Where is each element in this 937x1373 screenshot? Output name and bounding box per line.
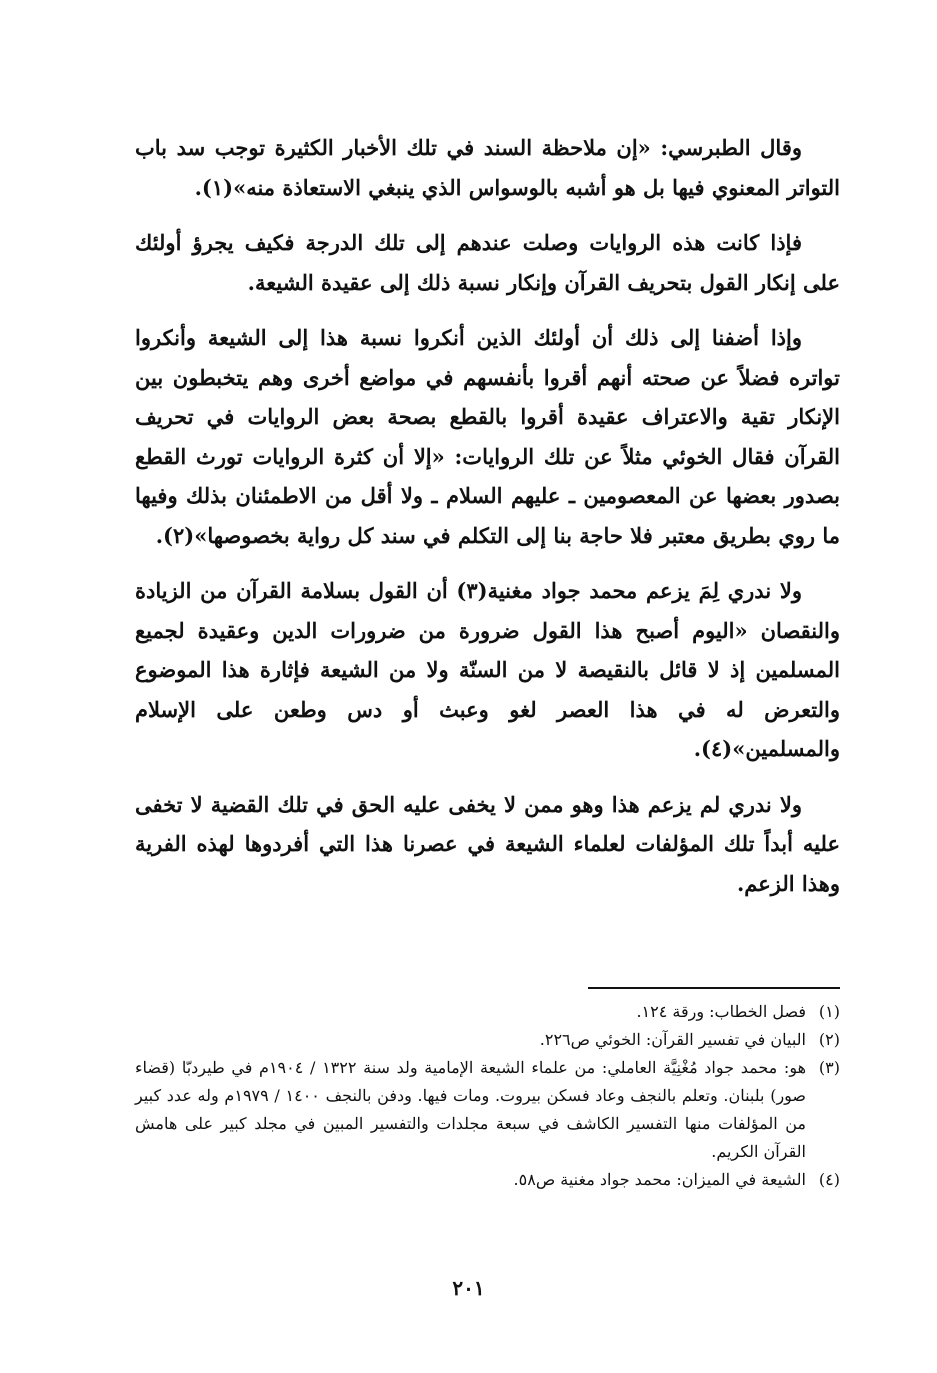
footnote-number: (٣)	[818, 1058, 840, 1077]
footnote-text: هو: محمد جواد مُغْنِيَّة العاملي: من علماء الشيعة الإمامية ولد سنة ١٣٢٢ / ١٩٠٤م في طيردبّا (قضاء صور) بلبنان. وتعلم بالنجف وعاد فسكن بيروت. ومات فيها. ودفن بالنجف ١٤٠٠ / ١٩٧٩م وله عدد كبير من المؤلفات منها التفسير الكاشف في سبعة مجلدات والتفسير المبين في مجلد كبير على هامش القرآن الكريم.	[135, 1058, 807, 1161]
footnotes	[135, 998, 840, 1194]
footnote-1	[135, 998, 840, 1026]
paragraph-3: وإذا أضفنا إلى ذلك أن أولئك الذين أنكروا نسبة هذا إلى الشيعة وأنكروا تواتره فضلاً عن صحته أنهم أقروا بأنفسهم في مواضع أخرى وهم يتخبطون بين الإنكار تقية والاعتراف عقيدة أقروا بالقطع بصحة بعض الروايات في تحريف القرآن فقال الخوئي مثلاً عن تلك الروايات: «إلا أن كثرة الروايات تورث القطع بصدور بعضها عن المعصومين ـ عليهم السلام ـ ولا أقل من الاطمئنان بذلك وفيها ما روي بطريق معتبر فلا حاجة بنا إلى التكلم في سند كل رواية بخصوصها»(٢).	[135, 325, 840, 548]
footnote-number: (٤)	[818, 1170, 840, 1189]
footnote-divider	[588, 987, 840, 989]
footnote-text: فصل الخطاب: ورقة ١٢٤.	[636, 1002, 806, 1021]
main-text	[135, 128, 840, 919]
paragraph-4: ولا ندري لِمَ يزعم محمد جواد مغنية(٣) أن القول بسلامة القرآن من الزيادة والنقصان «اليوم أصبح هذا القول ضرورة من ضرورات الدين وعقيدة لجميع المسلمين إذ لا قائل بالنقيصة لا من السنّة ولا من الشيعة فإثارة هذا الموضوع والتعرض له في هذا العصر لغو وعبث أو دس وطعن على الإسلام والمسلمين»(٤).	[135, 578, 840, 761]
footnote-3	[135, 1054, 840, 1166]
page-number: ٢٠١	[452, 1276, 485, 1300]
footnote-number: (٢)	[818, 1030, 840, 1049]
footnote-2	[135, 1026, 840, 1054]
paragraph-2: فإذا كانت هذه الروايات وصلت عندهم إلى تلك الدرجة فكيف يجرؤ أولئك على إنكار القول بتحريف القرآن وإنكار نسبة ذلك إلى عقيدة الشيعة.	[135, 230, 840, 295]
footnote-4	[135, 1166, 840, 1194]
paragraph-1: وقال الطبرسي: «إن ملاحظة السند في تلك الأخبار الكثيرة توجب سد باب التواتر المعنوي فيها بل هو أشبه بالوسواس الذي ينبغي الاستعاذة منه»(١).	[135, 135, 840, 200]
footnote-number: (١)	[818, 1002, 840, 1021]
footnote-text: البيان في تفسير القرآن: الخوئي ص٢٢٦.	[539, 1030, 806, 1049]
footnote-text: الشيعة في الميزان: محمد جواد مغنية ص٥٨.	[513, 1170, 806, 1189]
paragraph-5: ولا ندري لم يزعم هذا وهو ممن لا يخفى عليه الحق في تلك القضية لا تخفى عليه أبداً تلك المؤلفات لعلماء الشيعة في عصرنا هذا التي أفردوها لهذه الفرية وهذا الزعم.	[135, 791, 840, 896]
